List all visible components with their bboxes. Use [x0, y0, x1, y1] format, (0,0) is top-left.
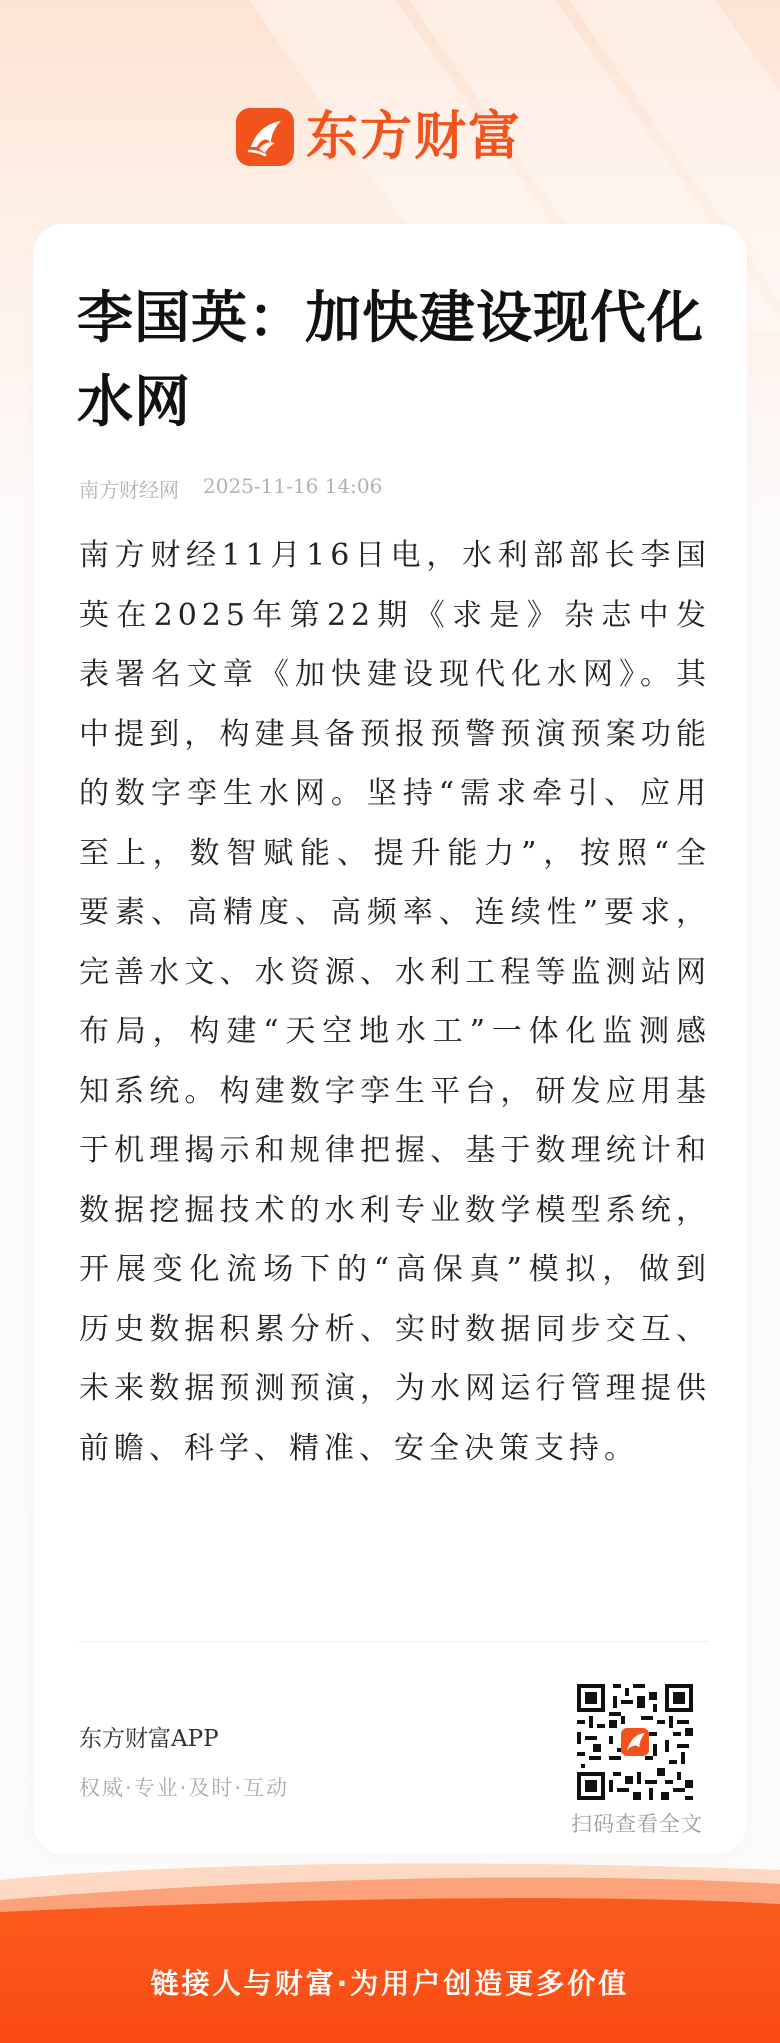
- app-slogan: 权威·专业·及时·互动: [79, 1776, 290, 1800]
- footer-tagline: 链接人与财富·为用户创造更多价值: [150, 1967, 630, 2000]
- footer-wave: [0, 1840, 780, 1920]
- article-card: [33, 224, 747, 1854]
- qr-caption: 扫码查看全文: [571, 1812, 703, 1836]
- divider: [79, 1641, 709, 1642]
- article-title: 李国英：加快建设现代化水网: [77, 285, 704, 435]
- qr-code-icon[interactable]: [577, 1684, 693, 1800]
- brand-logo: [236, 104, 522, 170]
- article-meta: [79, 474, 382, 503]
- article-body: 南方财经11月16日电，水利部部长李国英在2025年第22期《求是》杂志中发表署名文章《加快建设现代化水网》。其中提到，构建具备预报预警预演预案功能的数字孪生水网。坚持“需求牵引、应用至上，数智赋能、提升能力”，按照“全要素、高精度、高频率、连续性”要求，完善水文、水资源、水利工程等监测站网布局，构建“天空地水工”一体化监测感知系统。构建数字孪生平台，研发应用基于机理揭示和规律把握、基于数理统计和数据挖掘技术的水利专业数学模型系统，开展变化流场下的“高保真”模拟，做到历史数据积累分析、实时数据同步交互、未来数据预测预演，为水网运行管理提供前瞻、科学、精准、安全决策支持。: [79, 538, 711, 1466]
- article-source: 南方财经网: [79, 478, 179, 502]
- eastmoney-logo-icon: [236, 108, 294, 166]
- app-name: 东方财富APP: [79, 1726, 219, 1752]
- article-datetime: 2025-11-16 14:06: [203, 474, 383, 498]
- brand-name: 东方财富: [306, 107, 523, 167]
